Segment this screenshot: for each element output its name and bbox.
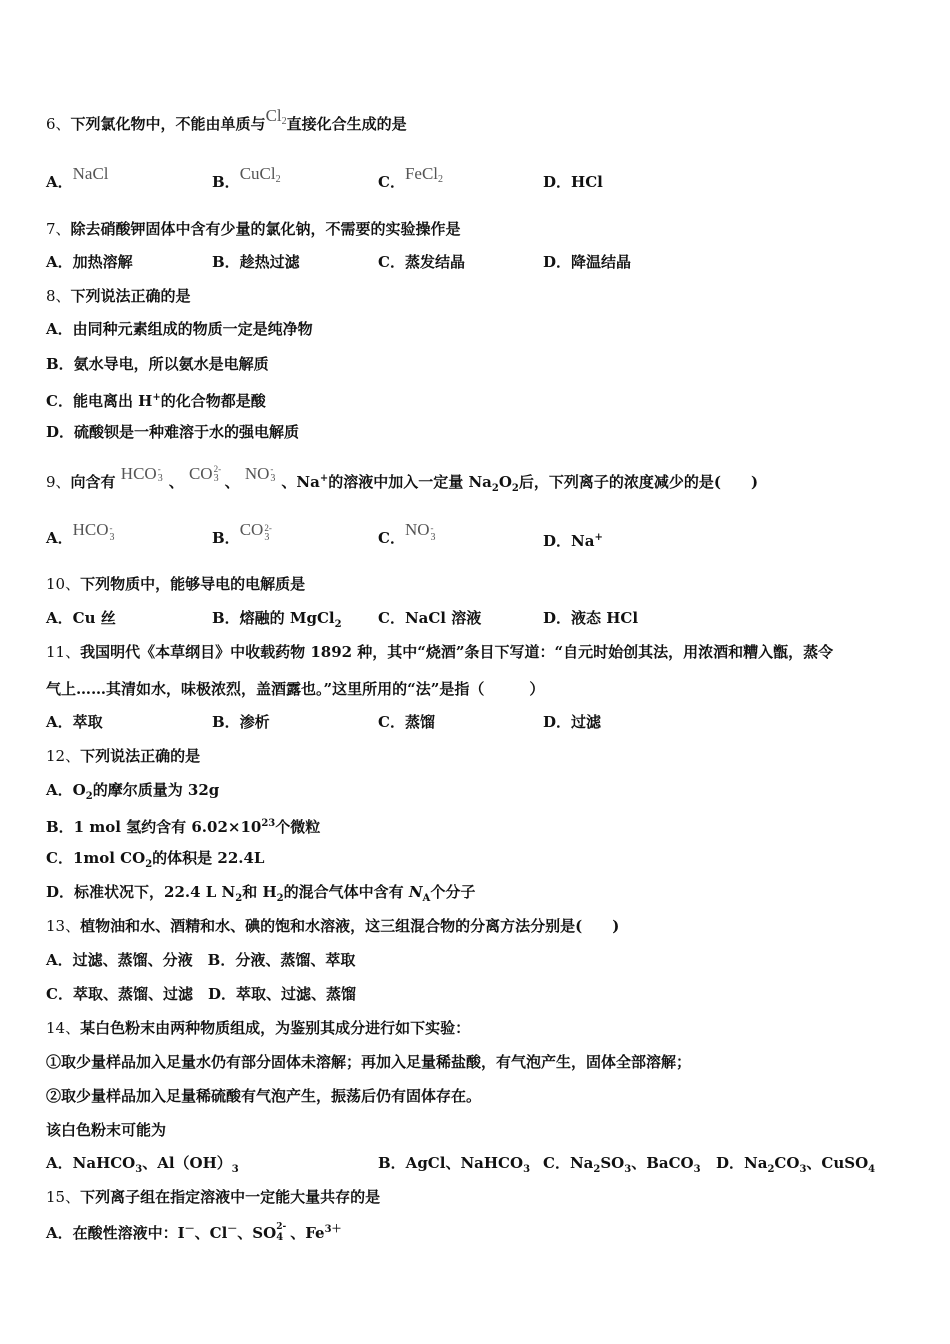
q8-option-c[interactable]: C．能电离出 H+的化合物都是酸 bbox=[46, 392, 266, 410]
q14-stem: 14、某白色粉末由两种物质组成，为鉴别其成分进行如下实验： bbox=[46, 1019, 471, 1037]
q6-option-c[interactable]: C．FeCl2 bbox=[378, 164, 444, 191]
q10-option-d[interactable]: D．液态 HCl bbox=[543, 609, 639, 627]
q10-option-a[interactable]: A．Cu 丝 bbox=[46, 609, 116, 627]
q9-option-d[interactable]: D．Na+ bbox=[543, 532, 603, 550]
q14-option-d[interactable]: D．$Na_2CO_3$、CuSO$_4$ bbox=[716, 1154, 876, 1175]
no3-ion: NO - 3 bbox=[244, 464, 276, 484]
q11-stem-line2: 气上……其清如水，味极浓烈，盖酒露也。”这里所用的“法”是指（ ） bbox=[46, 680, 545, 698]
q7-option-b[interactable]: B．趁热过滤 bbox=[212, 253, 300, 271]
q9-option-a[interactable]: A．HCO - 3 bbox=[46, 520, 115, 547]
q12-option-a[interactable]: A．$O_2$的摩尔质量为 32g bbox=[46, 781, 220, 802]
q7-stem: 7、除去硝酸钾固体中含有少量的氯化钠，不需要的实验操作是 bbox=[46, 220, 461, 238]
cl2-formula: Cl2 bbox=[265, 106, 287, 127]
q6-option-d[interactable]: D．HCl bbox=[543, 173, 603, 191]
q10-option-b[interactable]: B．熔融的 MgCl$_2$ bbox=[212, 609, 342, 630]
q8-option-b[interactable]: B．氨水导电，所以氨水是电解质 bbox=[46, 355, 269, 373]
q10-option-c[interactable]: C．NaCl 溶液 bbox=[378, 609, 482, 627]
q7-option-c[interactable]: C．蒸发结晶 bbox=[378, 253, 465, 271]
q11-option-b[interactable]: B．渗析 bbox=[212, 713, 270, 731]
q14-option-b[interactable]: B．AgCl、NaHCO$_3$ bbox=[378, 1154, 531, 1175]
q10-stem: 10、下列物质中，能够导电的电解质是 bbox=[46, 575, 306, 593]
q11-stem-line1: 11、我国明代《本草纲目》中收载药物 1892 种，其中“烧酒”条目下写道：“自元时始创其法，用浓酒和糟入甑，蒸令 bbox=[46, 643, 834, 661]
q12-option-b[interactable]: B．1 mol 氢约含有 $6.02\times 10^{23}$个微粒 bbox=[46, 818, 321, 836]
q7-option-d[interactable]: D．降温结晶 bbox=[543, 253, 632, 271]
hco3-ion: HCO - 3 bbox=[120, 464, 163, 484]
q6-stem: 6、下列氯化物中，不能由单质与Cl2直接化合生成的是 bbox=[46, 106, 407, 133]
q9-option-b[interactable]: B．CO 2- 3 bbox=[212, 520, 272, 547]
q9-option-c[interactable]: C．NO - 3 bbox=[378, 520, 436, 547]
q12-option-d[interactable]: D．标准状况下，22.4 L $N_2$和 $H_2$的混合气体中含有 $N_A$个分子 bbox=[46, 883, 476, 904]
q6-number: 6、 bbox=[46, 115, 71, 133]
q12-option-c[interactable]: C．1mol $CO_2$的体积是 22.4L bbox=[46, 849, 265, 870]
q14-option-c[interactable]: C．$Na_2SO_3$、BaCO$_3$ bbox=[543, 1154, 701, 1175]
q8-option-d[interactable]: D．硫酸钡是一种难溶于水的强电解质 bbox=[46, 423, 300, 441]
q9-stem: 9、向含有 HCO - 3 、 CO 2- 3 、 NO - 3 、Na+的溶液中加入一定量 $Na_2O_2$后，下列离子的浓度减少的是( ) bbox=[46, 464, 759, 494]
q11-option-a[interactable]: A．萃取 bbox=[46, 713, 103, 731]
q13-options-ab[interactable]: A．过滤、蒸馏、分液 B．分液、蒸馏、萃取 bbox=[46, 951, 356, 969]
q7-option-a[interactable]: A．加热溶解 bbox=[46, 253, 133, 271]
q15-option-a[interactable]: A．在酸性溶液中：I－、Cl－、SO 2- 4 、$Fe^{3+}$ bbox=[46, 1222, 342, 1243]
q14-option-a[interactable]: A．NaHCO$_3$、$Al(OH)_3$ bbox=[46, 1154, 239, 1175]
q6-option-a[interactable]: A．NaCl bbox=[46, 164, 109, 191]
q15-stem: 15、下列离子组在指定溶液中一定能大量共存的是 bbox=[46, 1188, 381, 1206]
q13-stem: 13、植物油和水、酒精和水、碘的饱和水溶液，这三组混合物的分离方法分别是( ) bbox=[46, 917, 620, 935]
q14-step-2: ②取少量样品加入足量稀硫酸有气泡产生，振荡后仍有固体存在。 bbox=[46, 1087, 482, 1105]
q13-options-cd[interactable]: C．萃取、蒸馏、过滤 D．萃取、过滤、蒸馏 bbox=[46, 985, 356, 1003]
q12-stem: 12、下列说法正确的是 bbox=[46, 747, 201, 765]
q8-stem: 8、下列说法正确的是 bbox=[46, 287, 191, 305]
q14-step-1: ①取少量样品加入足量水仍有部分固体未溶解；再加入足量稀盐酸，有气泡产生，固体全部溶解； bbox=[46, 1053, 692, 1071]
q14-question: 该白色粉末可能为 bbox=[46, 1121, 167, 1139]
q11-option-d[interactable]: D．过滤 bbox=[543, 713, 602, 731]
q6-option-b[interactable]: B．CuCl2 bbox=[212, 164, 281, 191]
q8-option-a[interactable]: A．由同种元素组成的物质一定是纯净物 bbox=[46, 320, 313, 338]
q11-option-c[interactable]: C．蒸馏 bbox=[378, 713, 435, 731]
co3-ion: CO 2- 3 bbox=[188, 464, 222, 484]
